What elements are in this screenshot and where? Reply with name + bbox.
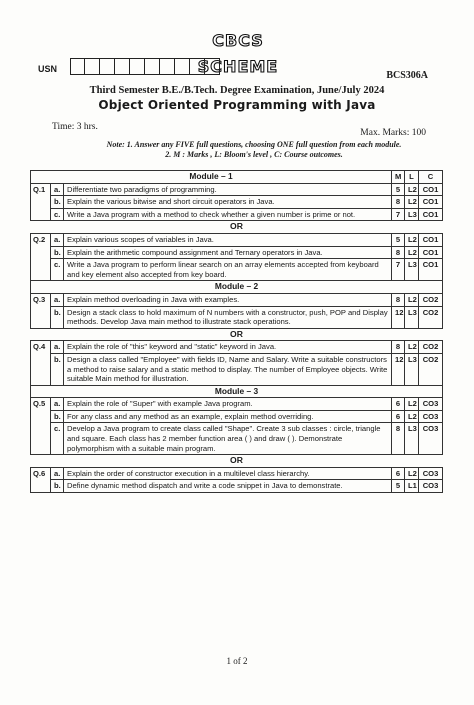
- module-header-row: [31, 385, 443, 398]
- co-value: CO2: [419, 353, 443, 385]
- table-row: [31, 353, 443, 385]
- col-header-marks: M: [392, 171, 405, 184]
- module-header-row: [31, 281, 443, 294]
- usn-box: [145, 58, 160, 75]
- sub-question-letter: b.: [51, 410, 64, 423]
- table-row: [31, 467, 443, 480]
- co-value: CO3: [419, 480, 443, 493]
- marks-value: 8: [392, 196, 405, 209]
- co-value: CO2: [419, 306, 443, 328]
- co-value: CO1: [419, 208, 443, 221]
- module-2-heading: Module – 2: [31, 281, 443, 294]
- table-row: [31, 293, 443, 306]
- level-value: L3: [405, 208, 419, 221]
- co-value: CO3: [419, 398, 443, 411]
- scheme-stamp: CBCS SCHEME: [197, 31, 279, 76]
- level-value: L3: [405, 353, 419, 385]
- co-value: CO3: [419, 410, 443, 423]
- marks-value: 8: [392, 341, 405, 354]
- sub-question-letter: a.: [51, 398, 64, 411]
- marks-value: 6: [392, 410, 405, 423]
- usn-label: USN: [38, 64, 58, 74]
- question-text: Explain the arithmetic compound assignment and Ternary operators in Java.: [64, 246, 392, 259]
- table-row: [31, 480, 443, 493]
- col-header-co: C: [419, 171, 443, 184]
- question-text: Explain the role of "Super" with example Java program.: [64, 398, 392, 411]
- level-value: L2: [405, 341, 419, 354]
- time-allowed: Time: 3 hrs.: [52, 122, 98, 132]
- usn-box: [175, 58, 190, 75]
- or-separator: OR: [31, 221, 443, 234]
- subject-code: BCS306A: [386, 70, 428, 81]
- sub-question-letter: c.: [51, 208, 64, 221]
- table-row: [31, 423, 443, 455]
- level-value: L2: [405, 196, 419, 209]
- usn-box: [115, 58, 130, 75]
- module-3-heading: Module – 3: [31, 385, 443, 398]
- question-text: Differentiate two paradigms of programming.: [64, 183, 392, 196]
- level-value: L2: [405, 410, 419, 423]
- module-1-heading: Module – 1: [31, 171, 392, 184]
- marks-value: 6: [392, 467, 405, 480]
- level-value: L2: [405, 233, 419, 246]
- question-text: Develop a Java program to create class called "Shape". Create 3 sub classes : circle, triangle and square. Each class has 2 member function area ( ) and draw ( ). Demonstrate polymorphism with a suitable main program.: [64, 423, 392, 455]
- question-number: Q.5: [31, 398, 51, 455]
- marks-value: 8: [392, 246, 405, 259]
- col-header-level: L: [405, 171, 419, 184]
- sub-question-letter: b.: [51, 246, 64, 259]
- question-number: Q.3: [31, 293, 51, 328]
- table-row: [31, 183, 443, 196]
- marks-value: 7: [392, 259, 405, 281]
- subject-title: Object Oriented Programming with Java: [98, 98, 376, 112]
- table-row: [31, 196, 443, 209]
- co-value: CO2: [419, 341, 443, 354]
- question-text: Explain various scopes of variables in Java.: [64, 233, 392, 246]
- question-text: Write a Java program to perform linear search on an array elements accepted from keyboard and key element also accepted from key board.: [64, 259, 392, 281]
- question-text: Explain the order of constructor execution in a multilevel class hierarchy.: [64, 467, 392, 480]
- sub-question-letter: b.: [51, 353, 64, 385]
- co-value: CO3: [419, 423, 443, 455]
- sub-question-letter: b.: [51, 306, 64, 328]
- question-text: Explain the role of "this" keyword and "static" keyword in Java.: [64, 341, 392, 354]
- usn-box: [70, 58, 85, 75]
- co-value: CO1: [419, 233, 443, 246]
- marks-value: 12: [392, 306, 405, 328]
- sub-question-letter: c.: [51, 423, 64, 455]
- or-row: [31, 221, 443, 234]
- or-separator: OR: [31, 455, 443, 468]
- level-value: L3: [405, 423, 419, 455]
- level-value: L1: [405, 480, 419, 493]
- question-text: Write a Java program with a method to check whether a given number is prime or not.: [64, 208, 392, 221]
- table-row: [31, 410, 443, 423]
- level-value: L2: [405, 398, 419, 411]
- usn-box: [190, 58, 205, 75]
- marks-value: 12: [392, 353, 405, 385]
- co-value: CO1: [419, 196, 443, 209]
- module-header-row: [31, 171, 443, 184]
- table-row: [31, 233, 443, 246]
- or-row: [31, 328, 443, 341]
- marks-value: 7: [392, 208, 405, 221]
- usn-box: [205, 58, 220, 75]
- usn-box: [100, 58, 115, 75]
- marks-value: 5: [392, 480, 405, 493]
- question-text: Explain the various bitwise and short circuit operators in Java.: [64, 196, 392, 209]
- table-row: [31, 398, 443, 411]
- co-value: CO1: [419, 259, 443, 281]
- note-line-1: Note: 1. Answer any FIVE full questions, choosing ONE full question from each module.: [106, 140, 402, 149]
- table-row: [31, 208, 443, 221]
- level-value: L2: [405, 246, 419, 259]
- table-row: [31, 306, 443, 328]
- question-text: For any class and any method as an example, explain method overriding.: [64, 410, 392, 423]
- marks-value: 8: [392, 423, 405, 455]
- sub-question-letter: a.: [51, 183, 64, 196]
- usn-box: [85, 58, 100, 75]
- question-text: Design a stack class to hold maximum of N numbers with a constructor, push, POP and Display methods. Develop Java main method to illustrate stack operations.: [64, 306, 392, 328]
- sub-question-letter: c.: [51, 259, 64, 281]
- sub-question-letter: a.: [51, 233, 64, 246]
- question-text: Explain method overloading in Java with examples.: [64, 293, 392, 306]
- note-line-2: 2. M : Marks , L: Bloom's level , C: Course outcomes.: [165, 150, 343, 159]
- instructions-note: [74, 140, 434, 160]
- co-value: CO1: [419, 183, 443, 196]
- level-value: L2: [405, 183, 419, 196]
- table-row: [31, 259, 443, 281]
- page-number: 1 of 2: [226, 656, 248, 666]
- question-number: Q.4: [31, 341, 51, 385]
- level-value: L3: [405, 259, 419, 281]
- co-value: CO1: [419, 246, 443, 259]
- sub-question-letter: a.: [51, 293, 64, 306]
- level-value: L2: [405, 467, 419, 480]
- marks-value: 5: [392, 183, 405, 196]
- usn-box: [130, 58, 145, 75]
- sub-question-letter: a.: [51, 341, 64, 354]
- exam-title: Third Semester B.E./B.Tech. Degree Examination, June/July 2024: [89, 85, 385, 96]
- max-marks: Max. Marks: 100: [360, 128, 426, 138]
- usn-box: [160, 58, 175, 75]
- question-number: Q.6: [31, 467, 51, 492]
- question-number: Q.1: [31, 183, 51, 221]
- question-table: [30, 170, 443, 493]
- question-text: Design a class called "Employee" with fields ID, Name and Salary. Write a suitable constructors a method to raise salary and a static method to display. The number of Employee objects. Write suitable Main method for illustration.: [64, 353, 392, 385]
- level-value: L2: [405, 293, 419, 306]
- table-row: [31, 246, 443, 259]
- level-value: L3: [405, 306, 419, 328]
- question-number: Q.2: [31, 233, 51, 280]
- sub-question-letter: a.: [51, 467, 64, 480]
- sub-question-letter: b.: [51, 196, 64, 209]
- sub-question-letter: b.: [51, 480, 64, 493]
- or-separator: OR: [31, 328, 443, 341]
- co-value: CO2: [419, 293, 443, 306]
- question-text: Define dynamic method dispatch and write a code snippet in Java to demonstrate.: [64, 480, 392, 493]
- usn-boxes: [70, 58, 220, 75]
- marks-value: 6: [392, 398, 405, 411]
- marks-value: 8: [392, 293, 405, 306]
- marks-value: 5: [392, 233, 405, 246]
- table-row: [31, 341, 443, 354]
- or-row: [31, 455, 443, 468]
- co-value: CO3: [419, 467, 443, 480]
